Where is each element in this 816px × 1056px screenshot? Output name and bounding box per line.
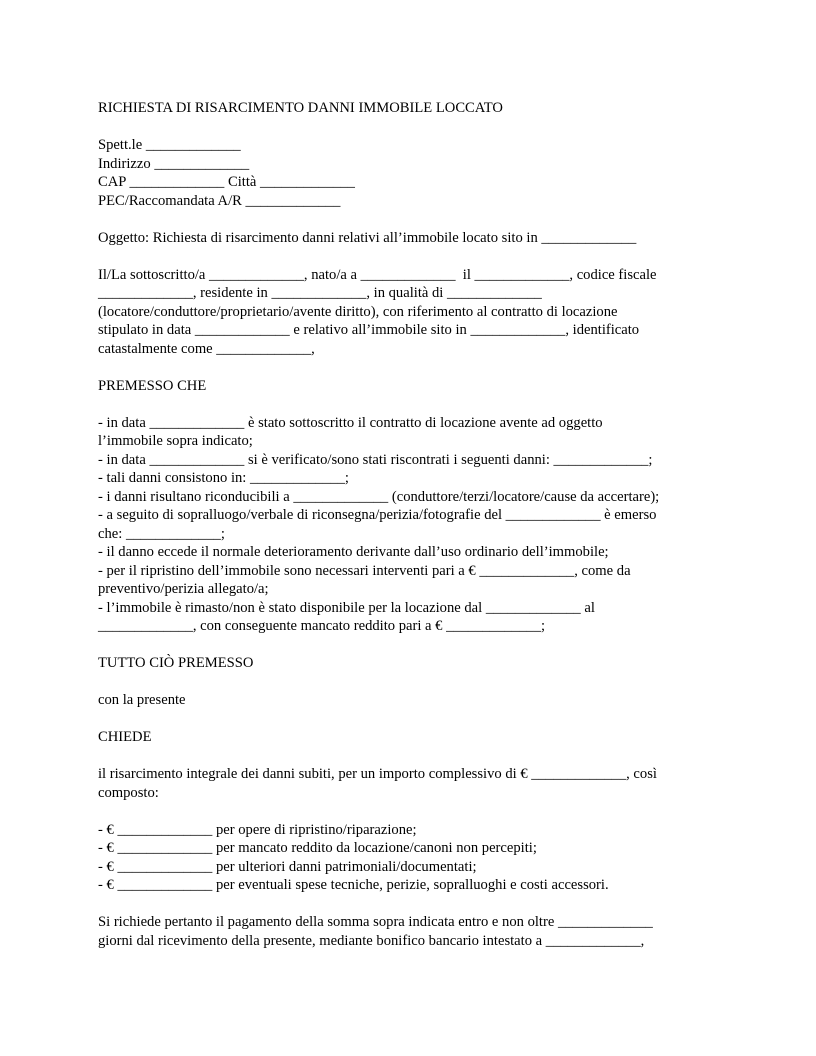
intro-line: Il/La sottoscritto/a _____________, nato/a a _____________ il _____________, codice fiscale [98,266,657,283]
closing-line: giorni dal ricevimento della presente, mediante bonifico bancario intestato a _____________, [98,932,645,949]
intro-line: stipulato in data _____________ e relativo all’immobile sito in _____________, identificato [98,322,640,338]
premesso-line: - in data _____________ si è verificato/sono stati riscontrati i seguenti danni: _____________; [98,451,653,468]
premesso-line: - in data _____________ è stato sottoscritto il contratto di locazione avente ad oggetto [98,414,603,431]
tutto-premesso-heading: TUTTO CIÒ PREMESSO [98,655,254,671]
premesso-line: l’immobile sopra indicato; [98,433,253,449]
premesso-heading: PREMESSO CHE [98,377,207,394]
recipient-line: Spett.le _____________ [98,137,241,153]
recipient-line: Indirizzo _____________ [98,155,250,172]
chiede-line: il risarcimento integrale dei danni subiti, per un importo complessivo di € _____________, così [98,766,657,782]
premesso-line: _____________, con conseguente mancato reddito pari a € _____________; [98,618,546,634]
premesso-line: - l’immobile è rimasto/non è stato disponibile per la locazione dal _____________ al [98,599,595,616]
recipient-line: PEC/Raccomandata A/R _____________ [98,192,341,209]
closing-line: Si richiede pertanto il pagamento della somma sopra indicata entro e non oltre _____________ [98,914,653,930]
premesso-line: preventivo/perizia allegato/a; [98,581,269,597]
intro-paragraph [98,266,728,359]
intro-line: _____________, residente in _____________, in qualità di _____________ [98,285,542,301]
premesso-list [98,414,728,636]
con-la-presente: con la presente [98,692,186,708]
recipient-line: CAP _____________ Città _____________ [98,174,355,190]
intro-line: catastalmente come _____________, [98,340,315,357]
chiede-line: composto: [98,784,159,801]
intro-line: (locatore/conduttore/proprietario/avente diritto), con riferimento al contratto di locazione [98,303,618,320]
breakdown-line: - € _____________ per ulteriori danni patrimoniali/documentati; [98,858,477,875]
breakdown-line: - € _____________ per eventuali spese tecniche, perizie, sopralluoghi e costi accessori. [98,877,609,893]
premesso-line: - a seguito di sopralluogo/verbale di riconsegna/perizia/fotografie del _____________ è emerso [98,507,657,523]
premesso-line: - il danno eccede il normale deterioramento derivante dall’uso ordinario dell’immobile; [98,544,609,560]
recipient-block [98,136,728,210]
breakdown-line: - € _____________ per opere di ripristino/riparazione; [98,821,417,838]
chiede-paragraph [98,765,728,802]
premesso-line: - tali danni consistono in: _____________; [98,470,349,486]
amount-breakdown-list [98,821,728,895]
premesso-line: - per il ripristino dell’immobile sono necessari interventi pari a € _____________, come da [98,562,631,579]
premesso-line: che: _____________; [98,525,225,542]
premesso-line: - i danni risultano riconducibili a _____________ (conduttore/terzi/locatore/cause da accertare); [98,488,660,505]
breakdown-line: - € _____________ per mancato reddito da locazione/canoni non percepiti; [98,840,537,856]
closing-paragraph [98,913,728,950]
chiede-heading: CHIEDE [98,729,152,745]
subject-line: Oggetto: Richiesta di risarcimento danni relativi all’immobile locato sito in _____________ [98,229,637,246]
document-page [98,99,728,950]
document-title: RICHIESTA DI RISARCIMENTO DANNI IMMOBILE LOCCATO [98,100,503,116]
